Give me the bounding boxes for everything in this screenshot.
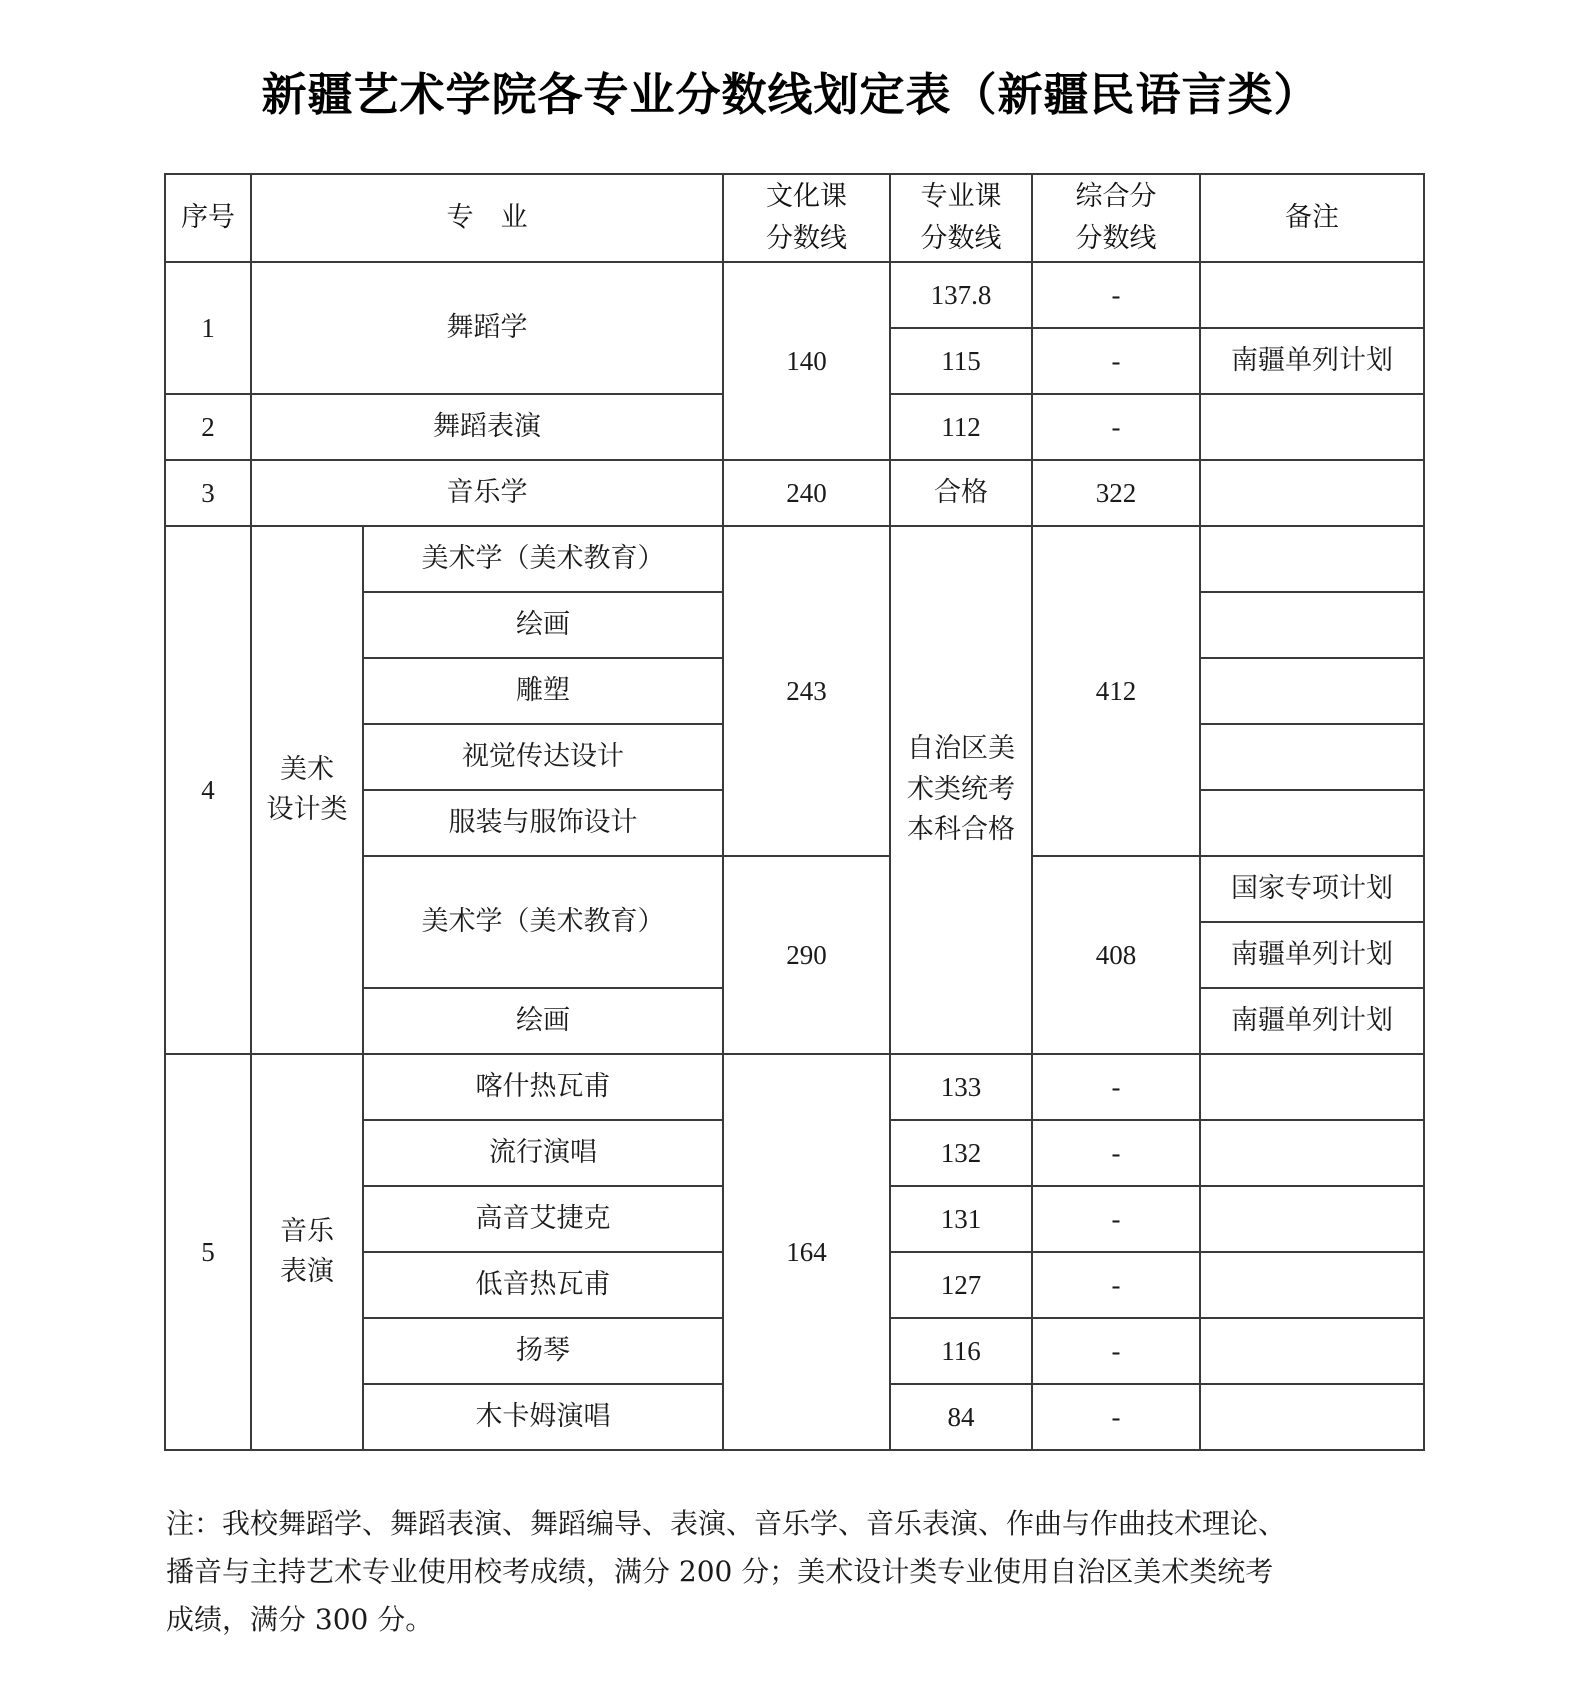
cell-major: 绘画 — [363, 988, 723, 1054]
cell-major: 低音热瓦甫 — [363, 1252, 723, 1318]
cell-total: 412 — [1032, 526, 1200, 856]
cell-major: 高音艾捷克 — [363, 1186, 723, 1252]
header-major: 专 业 — [251, 174, 723, 262]
pro-merged-line-1: 自治区美 — [907, 733, 1015, 765]
header-culture-line-1: 文化课 — [766, 181, 847, 213]
footnote-line-2: 播音与主持艺术专业使用校考成绩，满分 200 分；美术设计类专业使用自治区美术类统考 — [166, 1555, 1274, 1588]
cell-total: - — [1032, 1054, 1200, 1120]
cell-pro: 112 — [890, 394, 1032, 460]
header-index: 序号 — [165, 174, 251, 262]
header-total-line — [1032, 174, 1200, 262]
cell-total: - — [1032, 1186, 1200, 1252]
cell-culture: 164 — [723, 1054, 890, 1450]
cell-remark — [1200, 526, 1424, 592]
score-table — [164, 173, 1425, 1451]
cell-category — [251, 1054, 363, 1450]
header-row — [165, 174, 1424, 262]
header-pro-line — [890, 174, 1032, 262]
cell-pro-merged — [890, 526, 1032, 1054]
cell-remark — [1200, 592, 1424, 658]
cell-total: - — [1032, 1384, 1200, 1450]
cell-pro: 132 — [890, 1120, 1032, 1186]
cell-index: 1 — [165, 262, 251, 394]
cell-total: - — [1032, 1318, 1200, 1384]
cell-major: 舞蹈表演 — [251, 394, 723, 460]
cell-remark — [1200, 724, 1424, 790]
pro-merged-line-2: 术类统考 — [907, 773, 1015, 805]
header-culture-line — [723, 174, 890, 262]
table-row — [165, 460, 1424, 526]
header-total-line-1: 综合分 — [1075, 181, 1157, 213]
cell-remark — [1200, 460, 1424, 526]
header-pro-line-1: 专业课 — [920, 181, 1002, 213]
cell-total: 408 — [1032, 856, 1200, 1054]
cell-major: 美术学（美术教育） — [363, 526, 723, 592]
header-remark: 备注 — [1200, 174, 1424, 262]
header-pro-line-2: 分数线 — [920, 223, 1002, 254]
cell-major: 视觉传达设计 — [363, 724, 723, 790]
cell-pro: 115 — [890, 328, 1032, 394]
cell-total: - — [1032, 1252, 1200, 1318]
cell-remark — [1200, 1054, 1424, 1120]
table-row — [165, 1054, 1424, 1120]
header-total-line-2: 分数线 — [1075, 223, 1157, 254]
category-line-2: 设计类 — [266, 794, 348, 825]
cell-pro: 116 — [890, 1318, 1032, 1384]
cell-index: 5 — [165, 1054, 251, 1450]
cell-pro: 合格 — [890, 460, 1032, 526]
cell-remark — [1200, 1384, 1424, 1450]
table-row — [165, 526, 1424, 592]
pro-merged-line-3: 本科合格 — [907, 814, 1015, 846]
footnote-line-3: 成绩，满分 300 分。 — [166, 1603, 434, 1636]
cell-major: 美术学（美术教育） — [363, 856, 723, 988]
cell-pro: 84 — [890, 1384, 1032, 1450]
cell-culture: 290 — [723, 856, 890, 1054]
category-line-1: 音乐 — [280, 1215, 334, 1247]
cell-major: 绘画 — [363, 592, 723, 658]
cell-culture: 140 — [723, 262, 890, 460]
category-line-1: 美术 — [280, 753, 334, 785]
page-title: 新疆艺术学院各专业分数线划定表（新疆民语言类） — [261, 68, 1320, 121]
cell-total: - — [1032, 394, 1200, 460]
header-culture-line-2: 分数线 — [766, 223, 847, 254]
cell-remark: 南疆单列计划 — [1200, 988, 1424, 1054]
cell-pro: 127 — [890, 1252, 1032, 1318]
cell-total: 322 — [1032, 460, 1200, 526]
cell-major: 舞蹈学 — [251, 262, 723, 394]
cell-index: 4 — [165, 526, 251, 1054]
cell-remark — [1200, 1186, 1424, 1252]
cell-pro: 137.8 — [890, 262, 1032, 328]
cell-pro: 131 — [890, 1186, 1032, 1252]
cell-remark — [1200, 658, 1424, 724]
cell-index: 2 — [165, 394, 251, 460]
cell-remark — [1200, 1252, 1424, 1318]
cell-major: 雕塑 — [363, 658, 723, 724]
cell-major: 流行演唱 — [363, 1120, 723, 1186]
cell-remark — [1200, 1120, 1424, 1186]
footnote — [166, 1500, 1428, 1644]
cell-major: 喀什热瓦甫 — [363, 1054, 723, 1120]
cell-major: 扬琴 — [363, 1318, 723, 1384]
cell-major: 音乐学 — [251, 460, 723, 526]
cell-culture: 240 — [723, 460, 890, 526]
cell-remark — [1200, 790, 1424, 856]
cell-remark: 南疆单列计划 — [1200, 328, 1424, 394]
cell-total: - — [1032, 328, 1200, 394]
category-line-2: 表演 — [280, 1256, 334, 1287]
cell-culture: 243 — [723, 526, 890, 856]
cell-total: - — [1032, 1120, 1200, 1186]
cell-remark — [1200, 262, 1424, 328]
cell-index: 3 — [165, 460, 251, 526]
cell-remark: 南疆单列计划 — [1200, 922, 1424, 988]
cell-major: 服装与服饰设计 — [363, 790, 723, 856]
footnote-line-1: 注：我校舞蹈学、舞蹈表演、舞蹈编导、表演、音乐学、音乐表演、作曲与作曲技术理论、 — [166, 1507, 1287, 1540]
table-row — [165, 262, 1424, 328]
cell-remark — [1200, 394, 1424, 460]
cell-total: - — [1032, 262, 1200, 328]
cell-category — [251, 526, 363, 1054]
cell-pro: 133 — [890, 1054, 1032, 1120]
cell-remark: 国家专项计划 — [1200, 856, 1424, 922]
cell-remark — [1200, 1318, 1424, 1384]
cell-major: 木卡姆演唱 — [363, 1384, 723, 1450]
